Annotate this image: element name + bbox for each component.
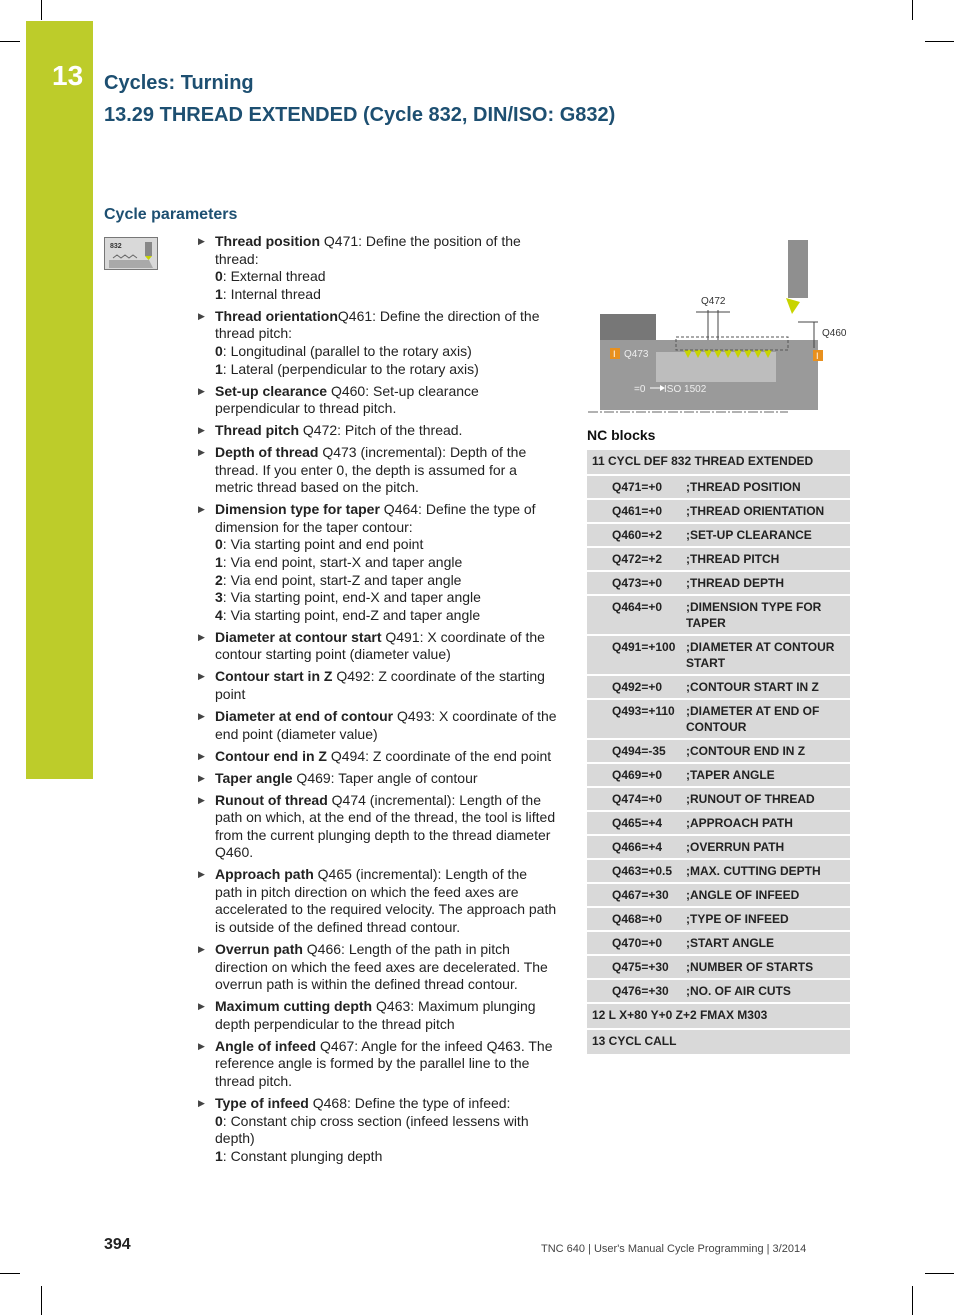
nc-param-value: Q463=+0.5 — [612, 864, 673, 878]
parameter-description: Q468: Define the type of infeed: — [308, 1094, 511, 1111]
parameter-description: Q494: Z coordinate of the end point — [326, 747, 552, 764]
option-value: : Via starting point, end-X and taper angle — [222, 589, 481, 606]
tool-insert — [786, 298, 800, 314]
parameter-description: Q473 (incremental): Depth of the thread. If you enter 0, the depth is assumed for a metric thread based on the pitch. — [215, 444, 527, 496]
option-key: 4 — [215, 606, 223, 623]
page-footer: TNC 640 | User's Manual Cycle Programming | 3/2014 — [541, 1243, 807, 1255]
parameter-item — [195, 1038, 557, 1091]
nc-param-value: Q470=+0 — [612, 936, 663, 950]
crop-mark — [41, 0, 42, 20]
option-key: 2 — [215, 571, 223, 588]
parameter-name: Maximum cutting depth — [215, 998, 373, 1015]
nc-row — [587, 476, 850, 500]
parameter-item — [195, 308, 557, 378]
crop-mark — [912, 1286, 913, 1315]
iso-zero-label: =0 — [634, 384, 646, 395]
option-key: 1 — [215, 1147, 223, 1164]
parameter-item — [195, 501, 557, 624]
nc-row — [587, 548, 850, 572]
section-heading: 13.29 THREAD EXTENDED (Cycle 832, DIN/ISO: G832) — [104, 104, 616, 126]
nc-line: 11 CYCL DEF 832 THREAD EXTENDED — [592, 454, 814, 468]
nc-row — [587, 450, 850, 476]
chapter-number: 13 — [52, 60, 84, 91]
nc-row — [587, 596, 850, 636]
nc-row — [587, 636, 850, 676]
parameter-item — [195, 708, 557, 743]
parameter-item — [195, 770, 557, 788]
chapter-sidebar — [26, 21, 93, 779]
nc-param-value: Q476=+30 — [612, 984, 669, 998]
nc-row — [587, 500, 850, 524]
nc-param-comment: ;START ANGLE — [686, 936, 774, 950]
nc-param-comment: ;RUNOUT OF THREAD — [686, 792, 815, 806]
crop-mark — [0, 41, 20, 42]
parameter-name: Set-up clearance — [215, 382, 328, 399]
parameter-description: Q474 (incremental): Length of the path on which, at the end of the thread, the tool is lifted from the current plunging depth to the thread diameter Q460. — [215, 791, 556, 861]
option-value: : Longitudinal (parallel to the rotary axis) — [222, 342, 472, 359]
nc-param-comment: ;THREAD POSITION — [686, 480, 801, 494]
nc-row — [587, 572, 850, 596]
parameter-name: Depth of thread — [215, 444, 319, 461]
q460-label: Q460 — [822, 328, 847, 339]
parameter-item — [195, 792, 557, 862]
parameter-item — [195, 422, 557, 440]
nc-param-comment: ;TAPER ANGLE — [686, 768, 775, 782]
parameter-description: Q460: Set-up clearance perpendicular to thread pitch. — [215, 382, 479, 417]
thread-diagram — [588, 240, 854, 415]
nc-row — [587, 980, 850, 1004]
option-value: : Constant chip cross section (infeed lessens with depth) — [215, 1112, 529, 1147]
parameter-description: Q492: Z coordinate of the starting point — [215, 668, 545, 702]
parameter-item — [195, 233, 557, 303]
nc-param-comment: ;TYPE OF INFEED — [686, 912, 789, 926]
nc-param-value: Q475=+30 — [612, 960, 669, 974]
chapter-title: Cycles: Turning — [104, 72, 254, 94]
nc-param-value: Q474=+0 — [612, 792, 663, 806]
parameter-item — [195, 444, 557, 497]
parameter-name: Overrun path — [215, 941, 303, 958]
parameter-name: Thread orientation — [215, 307, 338, 324]
parameter-name: Thread pitch — [215, 422, 300, 439]
parameter-name: Runout of thread — [215, 791, 328, 808]
crop-mark — [925, 1273, 954, 1274]
nc-param-comment: ;THREAD ORIENTATION — [686, 504, 825, 518]
parameter-description: Q491: X coordinate of the contour starting point (diameter value) — [215, 628, 545, 663]
nc-blocks-table — [587, 450, 850, 1056]
parameter-description: Q464: Define the type of dimension for the taper contour: — [215, 501, 536, 535]
crop-mark — [0, 1273, 20, 1274]
nc-row — [587, 908, 850, 932]
nc-param-value: Q494=-35 — [612, 744, 666, 758]
parameter-name: Type of infeed — [215, 1094, 309, 1111]
nc-row — [587, 524, 850, 548]
parameter-description: Q469: Taper angle of contour — [292, 769, 478, 786]
option-key: 0 — [215, 1112, 223, 1129]
parameter-item — [195, 941, 557, 994]
option-key: 1 — [215, 360, 223, 377]
nc-row — [587, 1004, 850, 1030]
nc-row — [587, 740, 850, 764]
parameter-name: Approach path — [215, 866, 314, 883]
option-value: : External thread — [222, 268, 326, 285]
parameter-description: Q466: Length of the path in pitch direction on which the feed axes are decelerated. The overrun path is within the defined thread contour. — [215, 941, 548, 993]
parameter-name: Angle of infeed — [215, 1037, 317, 1054]
nc-row — [587, 676, 850, 700]
nc-line: 12 L X+80 Y+0 Z+2 FMAX M303 — [592, 1008, 768, 1022]
nc-param-value: Q468=+0 — [612, 912, 663, 926]
crop-mark — [912, 0, 913, 20]
option-value: : Via end point, start-Z and taper angle — [222, 571, 462, 588]
nc-param-value: Q491=+100 — [612, 640, 676, 654]
nc-param-comment: ;NUMBER OF STARTS — [686, 960, 814, 974]
parameter-name: Taper angle — [215, 769, 293, 786]
parameter-item — [195, 383, 557, 418]
parameter-description: Q461: Define the direction of the thread pitch: — [215, 307, 540, 342]
parameter-description: Q465 (incremental): Length of the path in pitch direction on which the feed axes are accelerated to the required velocity. The approach path is outside of the defined thread contour. — [215, 866, 557, 936]
nc-param-comment: ;NO. OF AIR CUTS — [686, 984, 791, 998]
parameter-name: Contour start in Z — [215, 668, 333, 685]
iso-label: ISO 1502 — [664, 384, 707, 395]
parameter-item — [195, 866, 557, 936]
parameter-name: Contour end in Z — [215, 747, 327, 764]
parameter-item — [195, 748, 557, 766]
nc-param-value: Q464=+0 — [612, 600, 663, 614]
crop-mark — [41, 1286, 42, 1315]
nc-param-comment: ;THREAD PITCH — [686, 552, 780, 566]
cycle-parameters-heading: Cycle parameters — [104, 206, 238, 223]
nc-row — [587, 700, 850, 740]
parameter-description: Q493: X coordinate of the end point (diameter value) — [215, 707, 557, 742]
option-key: 0 — [215, 268, 223, 285]
option-value: : Via end point, start-X and taper angle — [222, 554, 463, 571]
nc-row — [587, 812, 850, 836]
nc-blocks-heading: NC blocks — [587, 427, 656, 443]
page-number: 394 — [104, 1236, 131, 1253]
nc-param-comment: ;CONTOUR START IN Z — [686, 680, 819, 694]
parameter-list — [195, 233, 557, 1170]
nc-row — [587, 764, 850, 788]
parameter-item — [195, 668, 557, 703]
nc-param-comment: ;DIAMETER AT END OF CONTOUR — [686, 704, 820, 734]
parameter-description: Q467: Angle for the infeed Q463. The reference angle is formed by the parallel line to the thread pitch. — [215, 1037, 553, 1089]
option-value: : Via starting point, end-Z and taper angle — [222, 606, 481, 623]
option-value: : Internal thread — [222, 285, 321, 302]
parameter-description: Q472: Pitch of the thread. — [299, 422, 463, 439]
option-value: : Constant plunging depth — [222, 1147, 383, 1164]
nc-param-comment: ;SET-UP CLEARANCE — [686, 528, 812, 542]
nc-param-comment: ;DIAMETER AT CONTOUR START — [686, 640, 835, 670]
icon-label: 832 — [110, 243, 122, 250]
nc-param-comment: ;THREAD DEPTH — [686, 576, 784, 590]
nc-param-value: Q467=+30 — [612, 888, 669, 902]
option-key: 1 — [215, 285, 223, 302]
incremental-marker-label: I — [613, 349, 616, 359]
nc-row — [587, 836, 850, 860]
nc-param-value: Q460=+2 — [612, 528, 663, 542]
q473-label: Q473 — [624, 349, 649, 360]
tool-shank — [788, 240, 808, 298]
parameter-item — [195, 1095, 557, 1165]
nc-param-comment: ;APPROACH PATH — [686, 816, 793, 830]
parameter-description: Q471: Define the position of the thread: — [215, 233, 521, 267]
incremental-marker-label: I — [816, 351, 819, 361]
nc-param-value: Q469=+0 — [612, 768, 663, 782]
parameter-name: Diameter at end of contour — [215, 707, 394, 724]
parameter-description: Q463: Maximum plunging depth perpendicular to the thread pitch — [215, 998, 536, 1032]
parameter-item — [195, 998, 557, 1033]
nc-param-comment: ;CONTOUR END IN Z — [686, 744, 806, 758]
nc-row — [587, 788, 850, 812]
nc-param-comment: ;ANGLE OF INFEED — [686, 888, 800, 902]
parameter-name: Thread position — [215, 233, 320, 249]
nc-param-value: Q492=+0 — [612, 680, 663, 694]
parameter-name: Dimension type for taper — [215, 501, 380, 518]
nc-param-value: Q465=+4 — [612, 816, 663, 830]
nc-row — [587, 860, 850, 884]
nc-param-value: Q461=+0 — [612, 504, 663, 518]
nc-line: 13 CYCL CALL — [592, 1034, 677, 1048]
option-key: 0 — [215, 342, 223, 359]
nc-row — [587, 932, 850, 956]
nc-param-value: Q472=+2 — [612, 552, 663, 566]
nc-param-value: Q493=+110 — [612, 704, 675, 718]
nc-param-comment: ;OVERRUN PATH — [686, 840, 785, 854]
nc-row — [587, 884, 850, 908]
nc-row — [587, 1030, 850, 1056]
option-value: : Lateral (perpendicular to the rotary axis) — [222, 360, 479, 377]
option-value: : Via starting point and end point — [222, 536, 424, 553]
parameter-item — [195, 629, 557, 664]
cycle-832-softkey-icon — [104, 237, 158, 270]
parameter-name: Diameter at contour start — [215, 628, 382, 645]
nc-param-value: Q473=+0 — [612, 576, 663, 590]
nc-row — [587, 956, 850, 980]
nc-param-value: Q471=+0 — [612, 480, 663, 494]
option-key: 0 — [215, 536, 223, 553]
nc-param-comment: ;MAX. CUTTING DEPTH — [686, 864, 821, 878]
nc-param-value: Q466=+4 — [612, 840, 663, 854]
nc-param-comment: ;DIMENSION TYPE FOR TAPER — [686, 600, 822, 630]
option-key: 3 — [215, 589, 223, 606]
option-key: 1 — [215, 554, 223, 571]
q472-label: Q472 — [701, 296, 726, 307]
crop-mark — [925, 41, 954, 42]
